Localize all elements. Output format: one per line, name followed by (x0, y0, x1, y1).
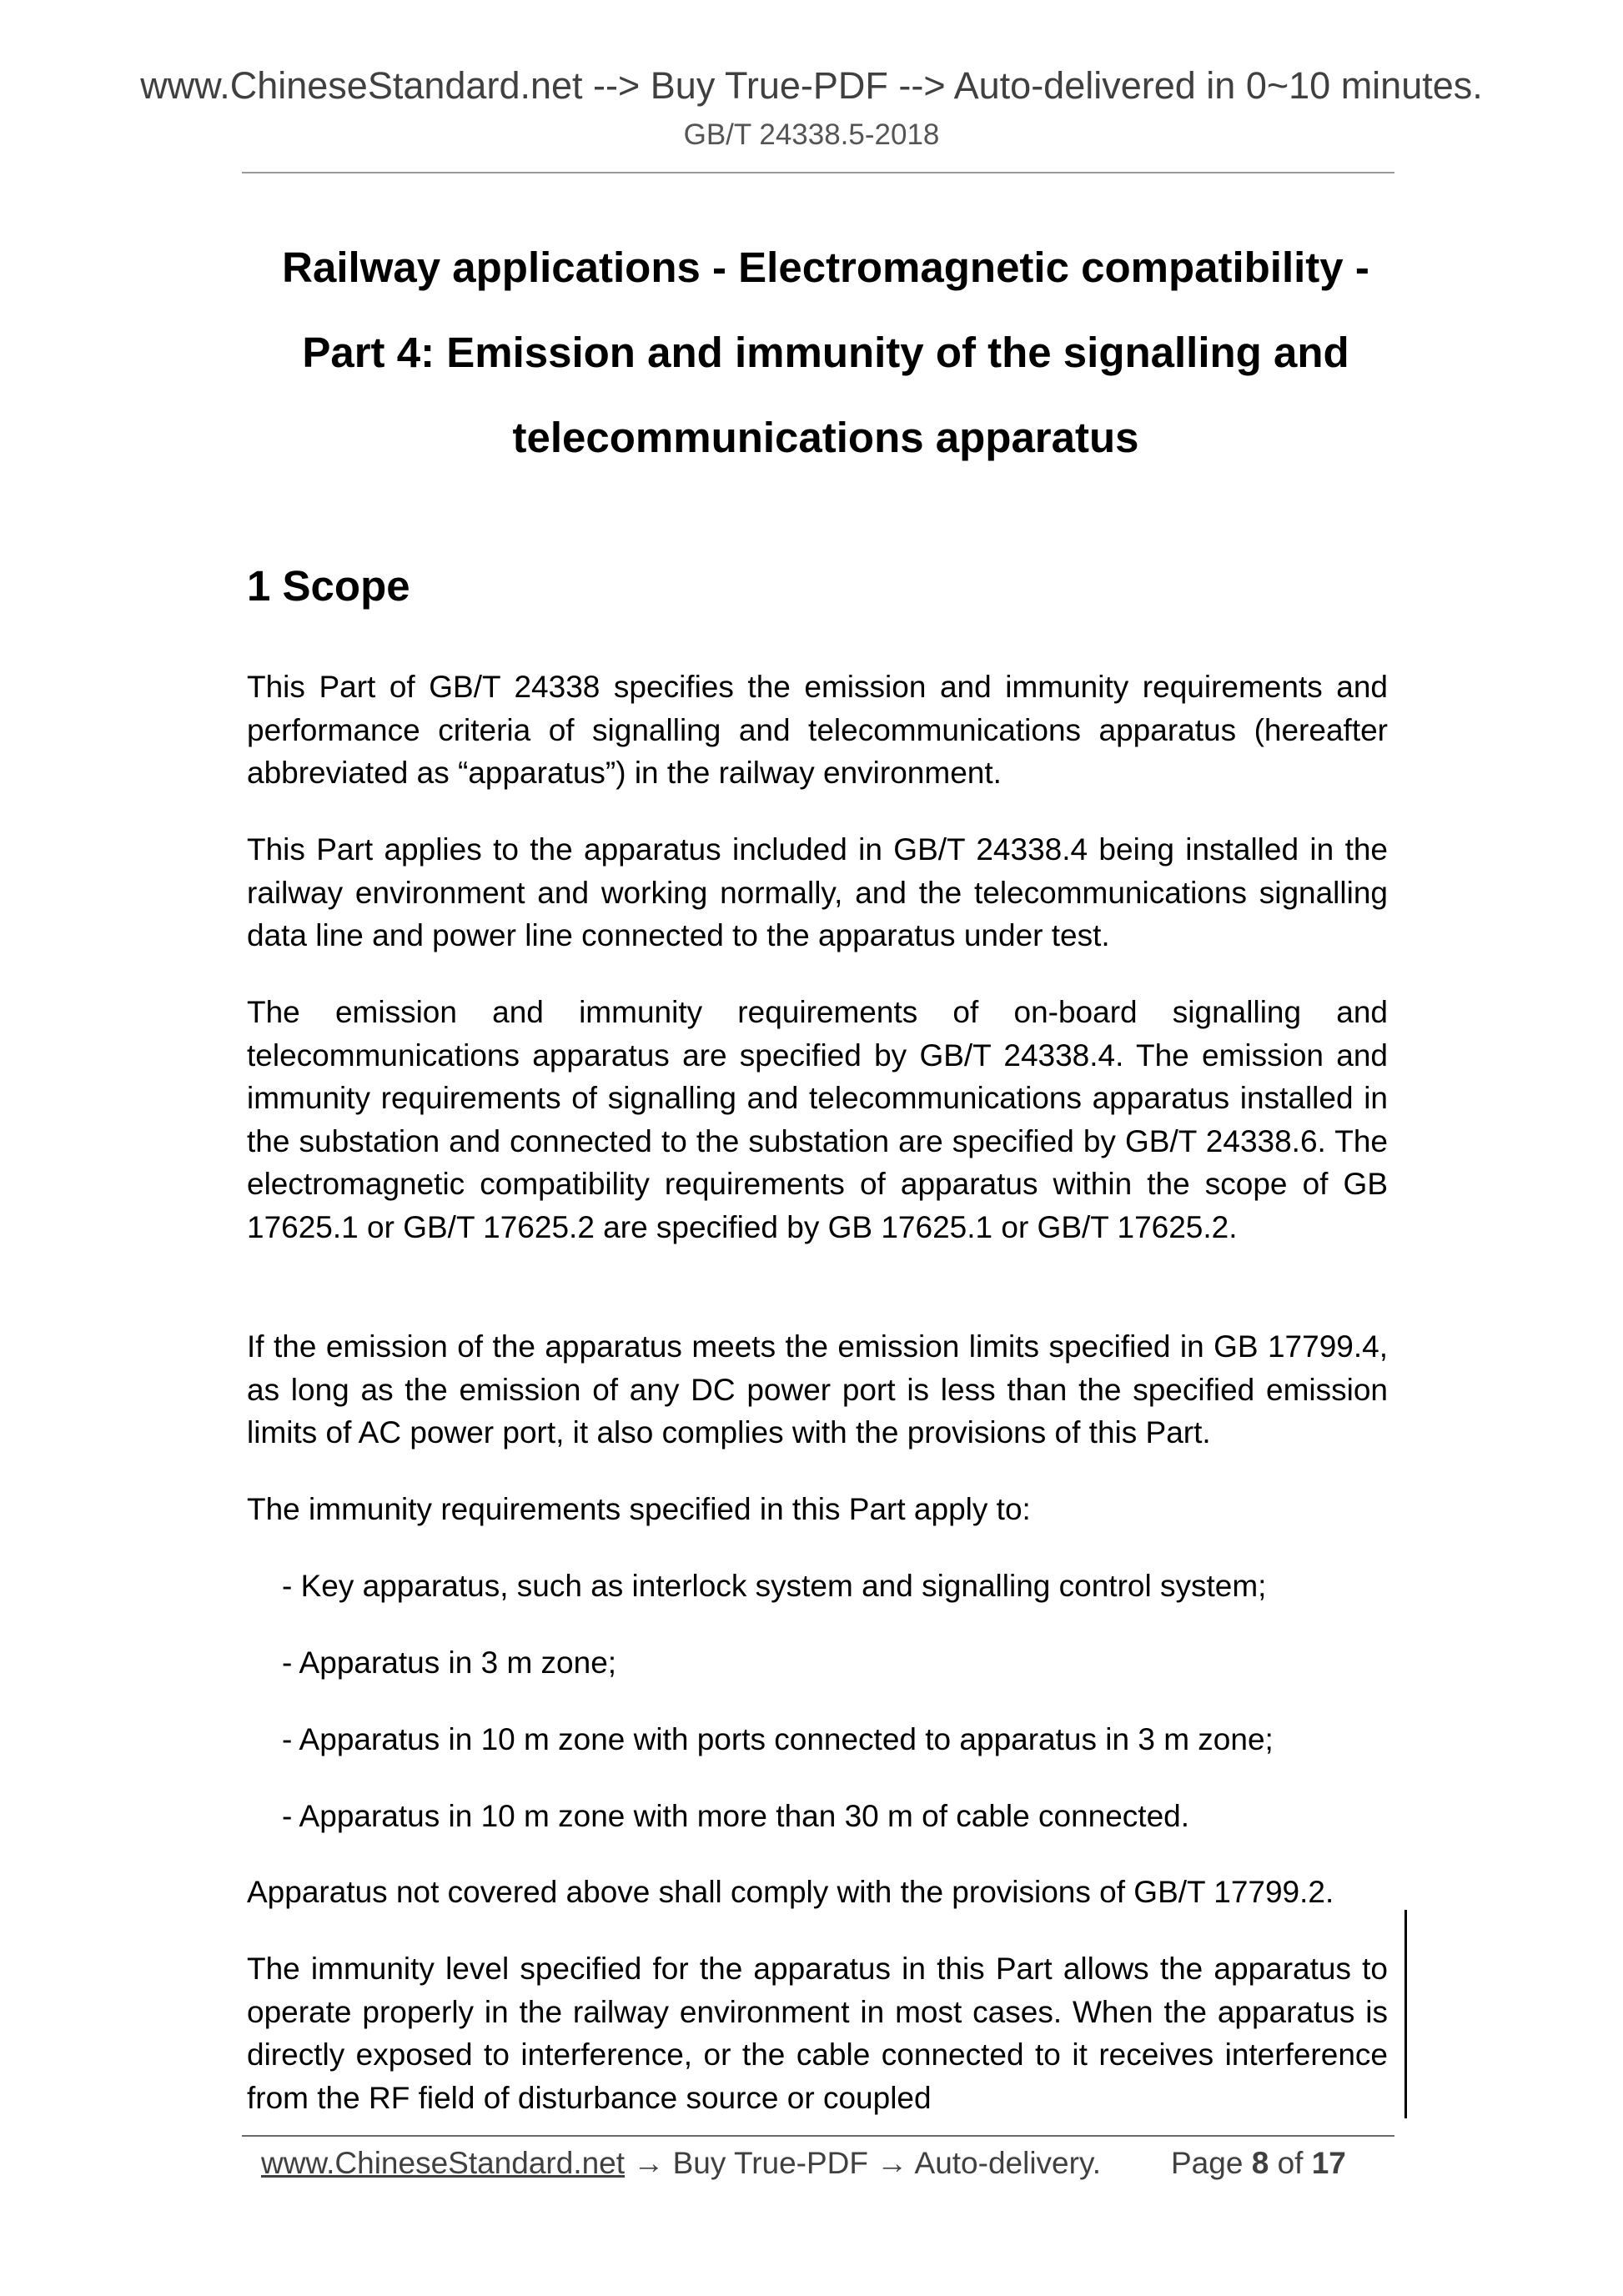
paragraph-text: The immunity requirements specified in this Part apply to: (247, 1492, 1031, 1526)
paragraph-text: If the emission of the apparatus meets the emission limits specified in GB 17799.4, as long as the emission of any DC power port is less than the specified emission limits of AC power port, it also complies with the provisions of this Part. (247, 1329, 1388, 1449)
list-item: - Apparatus in 3 m zone; (282, 1645, 617, 1680)
paragraph (247, 991, 1388, 1248)
paragraph (247, 666, 1388, 795)
paragraph-text: Apparatus not covered above shall comply with the provisions of GB/T 17799.2. (247, 1875, 1334, 1909)
paragraph (247, 1488, 1388, 1531)
title-line-2: Part 4: Emission and immunity of the signalling and (302, 329, 1349, 376)
list-item: - Apparatus in 10 m zone with more than 30 m of cable connected. (282, 1799, 1190, 1833)
page-of: of (1277, 2146, 1304, 2180)
page-indicator (1171, 2143, 1346, 2183)
footer-divider (242, 2135, 1394, 2137)
revision-bar (1404, 1910, 1407, 2118)
paragraph-text: This Part applies to the apparatus included in GB/T 24338.4 being installed in the railway environment and working normally, and the telecommunications signalling data line and power line connected to the apparatus under test. (247, 832, 1388, 952)
header-divider (242, 172, 1394, 173)
paragraph-text: The immunity level specified for the apparatus in this Part allows the apparatus to operate properly in the railway environment in most cases. When the apparatus is directly exposed to interference, or the cable connected to it receives interference from the RF field of disturbance source or coupled (247, 1952, 1388, 2115)
header-banner: www.ChineseStandard.net --> Buy True-PDF --> Auto-delivered in 0~10 minutes. (140, 64, 1483, 107)
list-item: - Apparatus in 10 m zone with ports connected to apparatus in 3 m zone; (282, 1722, 1274, 1756)
paragraph (247, 1947, 1388, 2119)
title-line-1: Railway applications - Electromagnetic compatibility - (282, 244, 1369, 291)
page-total: 17 (1311, 2146, 1346, 2180)
title-line-3: telecommunications apparatus (512, 414, 1139, 461)
doc-number: GB/T 24338.5-2018 (683, 118, 940, 151)
paragraph (247, 1871, 1388, 1914)
list-item: - Key apparatus, such as interlock system and signalling control system; (282, 1569, 1267, 1603)
section-heading: 1 Scope (247, 562, 410, 610)
footer-promo (261, 2143, 1101, 2183)
footer-link[interactable]: www.ChineseStandard.net (261, 2146, 626, 2180)
page-current: 8 (1251, 2146, 1269, 2180)
paragraph-text: The emission and immunity requirements of on-board signalling and telecommunications apparatus are specified by GB/T 24338.4. The emission and immunity requirements of signalling and telecommunications apparatus installed in the substation and connected to the substation are specified by GB/T 24338.6. The electromagnetic compatibility requirements of apparatus within the scope of GB 17625.1 or GB/T 17625.2 are specified by GB 17625.1 or GB/T 17625.2. (247, 995, 1388, 1244)
paragraph-text: This Part of GB/T 24338 specifies the emission and immunity requirements and performance criteria of signalling and telecommunications apparatus (hereafter abbreviated as “apparatus”) in the railway environment. (247, 670, 1388, 790)
page-label: Page (1171, 2146, 1244, 2180)
footer-promo-text: → Buy True-PDF → Auto-delivery. (625, 2146, 1101, 2180)
paragraph (247, 828, 1388, 957)
paragraph (247, 1325, 1388, 1454)
document-title (167, 225, 1485, 480)
